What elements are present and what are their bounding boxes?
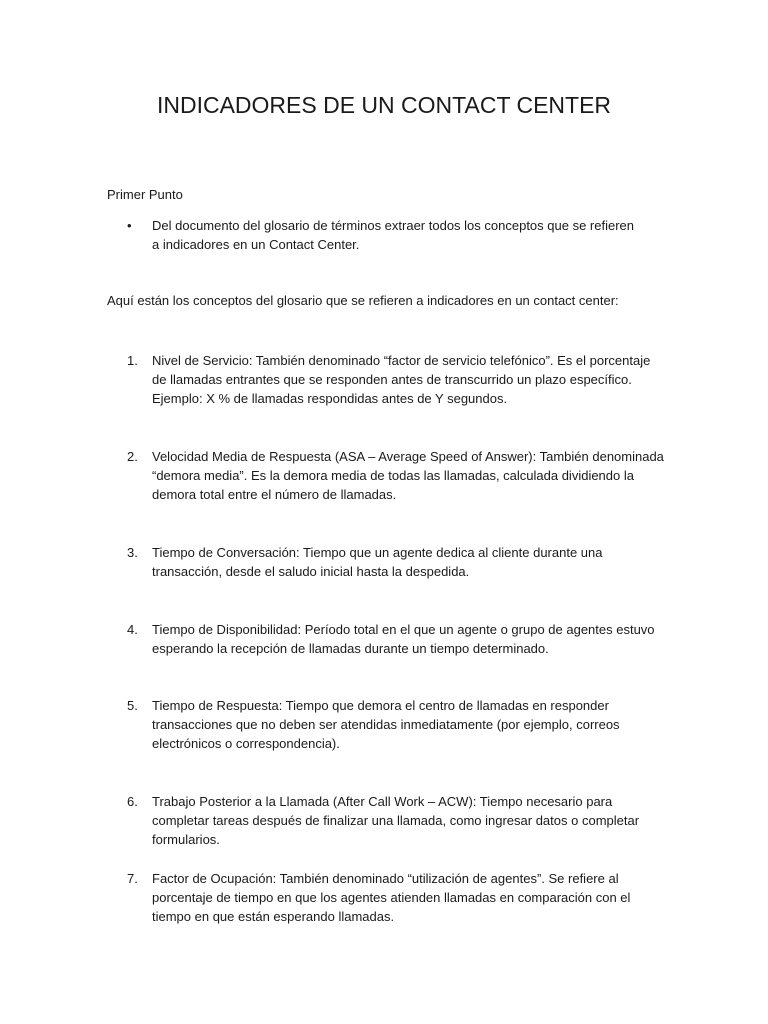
intro-paragraph: Aquí están los conceptos del glosario que se refieren a indicadores en un contact center: [107,293,619,308]
list-item-number: 1. [127,353,138,368]
bullet-mark: • [127,218,132,233]
list-item-text: Trabajo Posterior a la Llamada (After Call Work – ACW): Tiempo necesario para completar tareas después de finalizar una llamada, como ingresar datos o completar formularios. [152,794,640,847]
list-item-text: Tiempo de Disponibilidad: Período total en el que un agente o grupo de agentes estuvo esperando la recepción de llamadas durante un tiempo determinado. [152,622,655,656]
list-item-text: Velocidad Media de Respuesta (ASA – Average Speed of Answer): También denominada “demora media”. Es la demora media de todas las llamadas, calculada dividiendo la demora total entre el número de llamadas. [152,449,664,502]
list-item-number: 5. [127,698,138,713]
list-item-number: 7. [127,871,138,886]
list-item-number: 3. [127,545,138,560]
list-item-text: Tiempo de Respuesta: Tiempo que demora el centro de llamadas en responder transacciones que no deben ser atendidas inmediatamente (por ejemplo, correos electrónicos o correspondencia). [152,698,620,751]
list-item-number: 4. [127,622,138,637]
list-item-text: Tiempo de Conversación: Tiempo que un agente dedica al cliente durante una transacción, desde el saludo inicial hasta la despedida. [152,545,603,579]
bullet-text: Del documento del glosario de términos extraer todos los conceptos que se refieren a indicadores en un Contact Center. [152,218,634,252]
list-item-text: Nivel de Servicio: También denominado “factor de servicio telefónico”. Es el porcentaje de llamadas entrantes que se responden antes de transcurrido un plazo específico. Ejemplo: X % de llamadas respondidas antes de Y segundos. [152,353,651,406]
list-item-number: 6. [127,794,138,809]
list-item-number: 2. [127,449,138,464]
section-heading: Primer Punto [107,187,183,202]
document-title: INDICADORES DE UN CONTACT CENTER [156,92,612,118]
list-item-text: Factor de Ocupación: También denominado “utilización de agentes”. Se refiere al porcentaje de tiempo en que los agentes atienden llamadas en comparación con el tiempo en que están esperando llamadas. [152,871,631,924]
